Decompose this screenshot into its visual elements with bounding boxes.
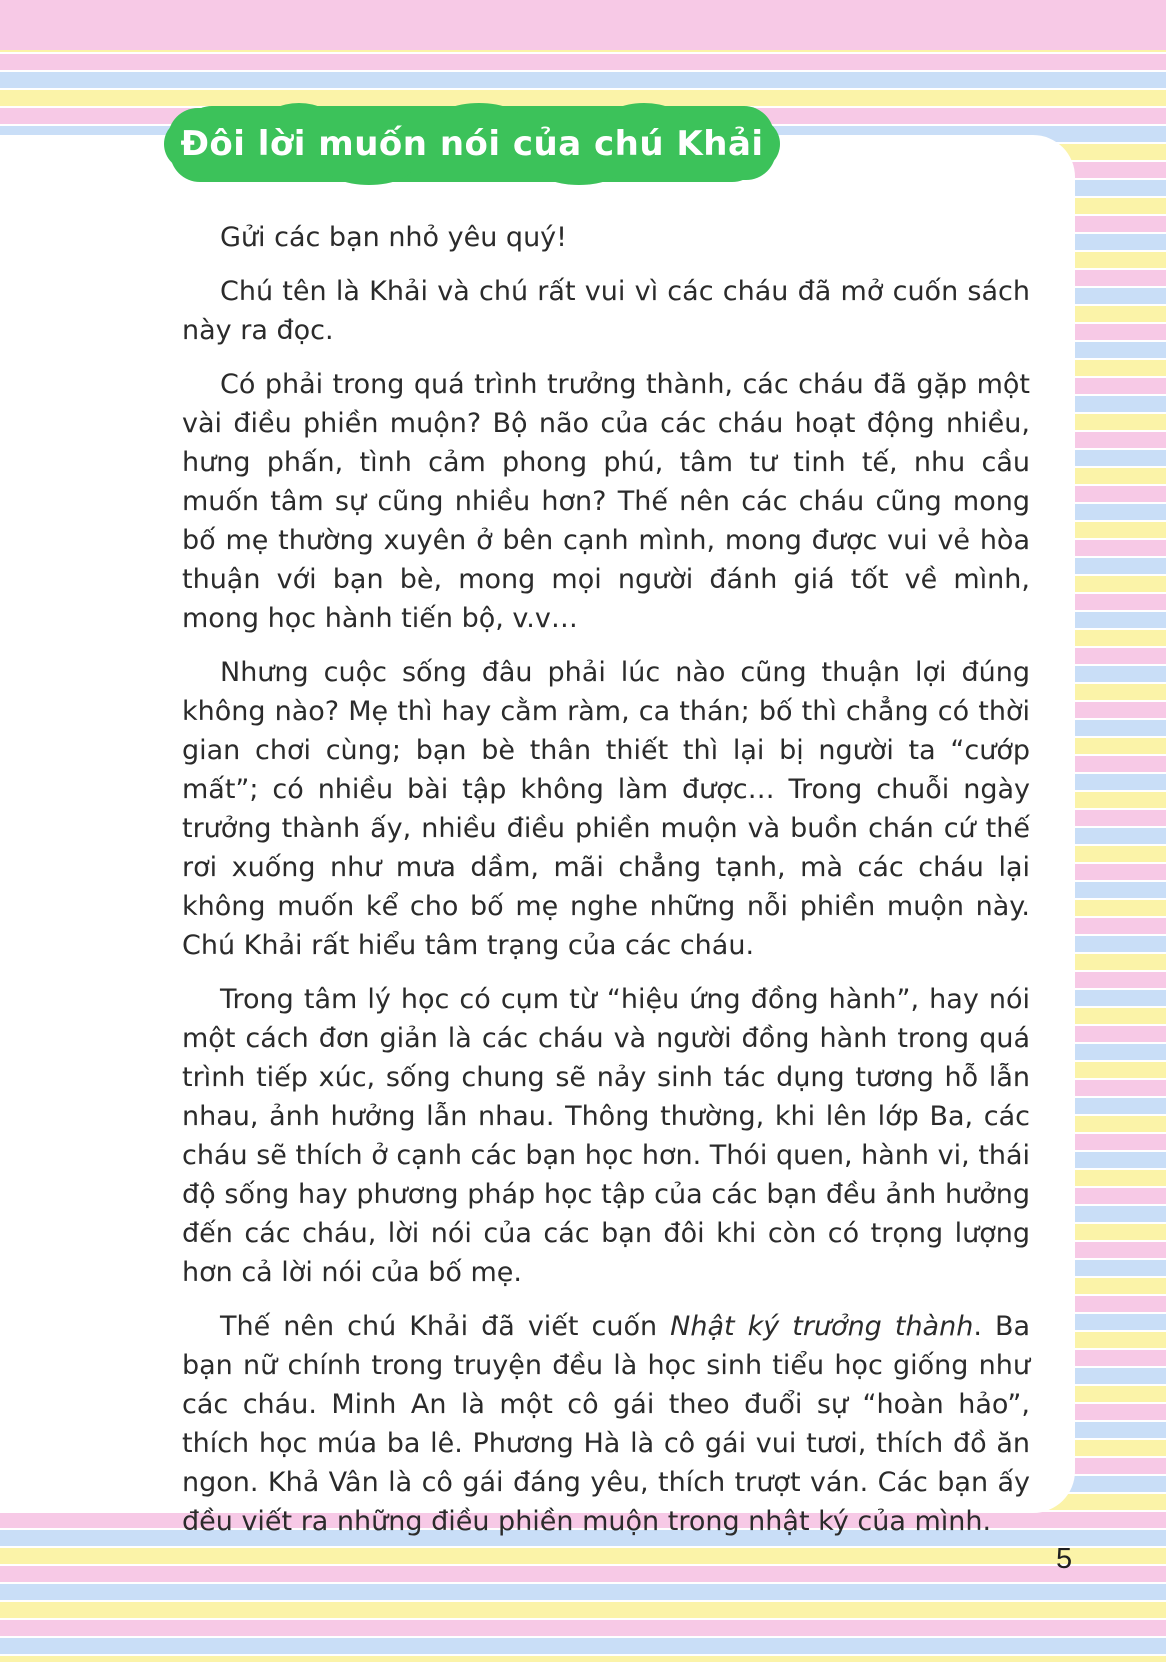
book-title: Nhật ký trưởng thành: [670, 1311, 974, 1342]
paragraph-intro: Chú tên là Khải và chú rất vui vì các cháu đã mở cuốn sách này ra đọc.: [182, 276, 1030, 346]
book-intro-before: Thế nên chú Khải đã viết cuốn: [220, 1311, 671, 1342]
page-title: Đôi lời muốn nói của chú Khải: [180, 124, 764, 164]
book-intro-after: . Ba bạn nữ chính trong truyện đều là học sinh tiểu học giống như các cháu. Minh An là một cô gái theo đuổi sự “hoàn hảo”, thích học múa ba lê. Phương Hà là cô gái vui tươi, thích đồ ăn ngon. Khả Vân là cô gái đáng yêu, thích trượt ván. Các bạn ấy đều viết ra những điều phiền muộn trong nhật ký của mình.: [182, 1311, 1031, 1537]
title-badge: [174, 112, 770, 176]
paragraph-growing-up: Có phải trong quá trình trưởng thành, các cháu đã gặp một vài điều phiền muộn? Bộ não của các cháu hoạt động nhiều, hưng phấn, tình cảm phong phú, tâm tư tinh tế, nhu cầu muốn tâm sự cũng nhiều hơn? Thế nên các cháu cũng mong bố mẹ thường xuyên ở bên cạnh mình, mong được vui vẻ hòa thuận với bạn bè, mong mọi người đánh giá tốt về mình, mong học hành tiến bộ, v.v…: [182, 369, 1030, 634]
paragraph-book-intro: [182, 1307, 1030, 1541]
paragraph-companion-effect: Trong tâm lý học có cụm từ “hiệu ứng đồng hành”, hay nói một cách đơn giản là các cháu và người đồng hành trong quá trình tiếp xúc, sống chung sẽ nảy sinh tác dụng tương hỗ lẫn nhau, ảnh hưởng lẫn nhau. Thông thường, khi lên lớp Ba, các cháu sẽ thích ở cạnh các bạn học hơn. Thói quen, hành vi, thái độ sống hay phương pháp học tập của các bạn đều ảnh hưởng đến các cháu, lời nói của các bạn đôi khi còn có trọng lượng hơn cả lời nói của bố mẹ.: [182, 984, 1030, 1288]
paragraph-greeting: Gửi các bạn nhỏ yêu quý!: [220, 222, 567, 253]
top-pink-band: [0, 0, 1166, 50]
paragraph-life-troubles: Nhưng cuộc sống đâu phải lúc nào cũng thuận lợi đúng không nào? Mẹ thì hay cằm ràm, ca thán; bố thì chẳng có thời gian chơi cùng; bạn bè thân thiết thì lại bị người ta “cướp mất”; có nhiều bài tập không làm được… Trong chuỗi ngày trưởng thành ấy, nhiều điều phiền muộn và buồn chán cứ thế rơi xuống như mưa dầm, mãi chẳng tạnh, mà các cháu lại không muốn kể cho bố mẹ nghe những nỗi phiền muộn này. Chú Khải rất hiểu tâm trạng của các cháu.: [182, 657, 1030, 961]
body-text: [182, 218, 1030, 1556]
page-number: 5: [1056, 1543, 1073, 1575]
